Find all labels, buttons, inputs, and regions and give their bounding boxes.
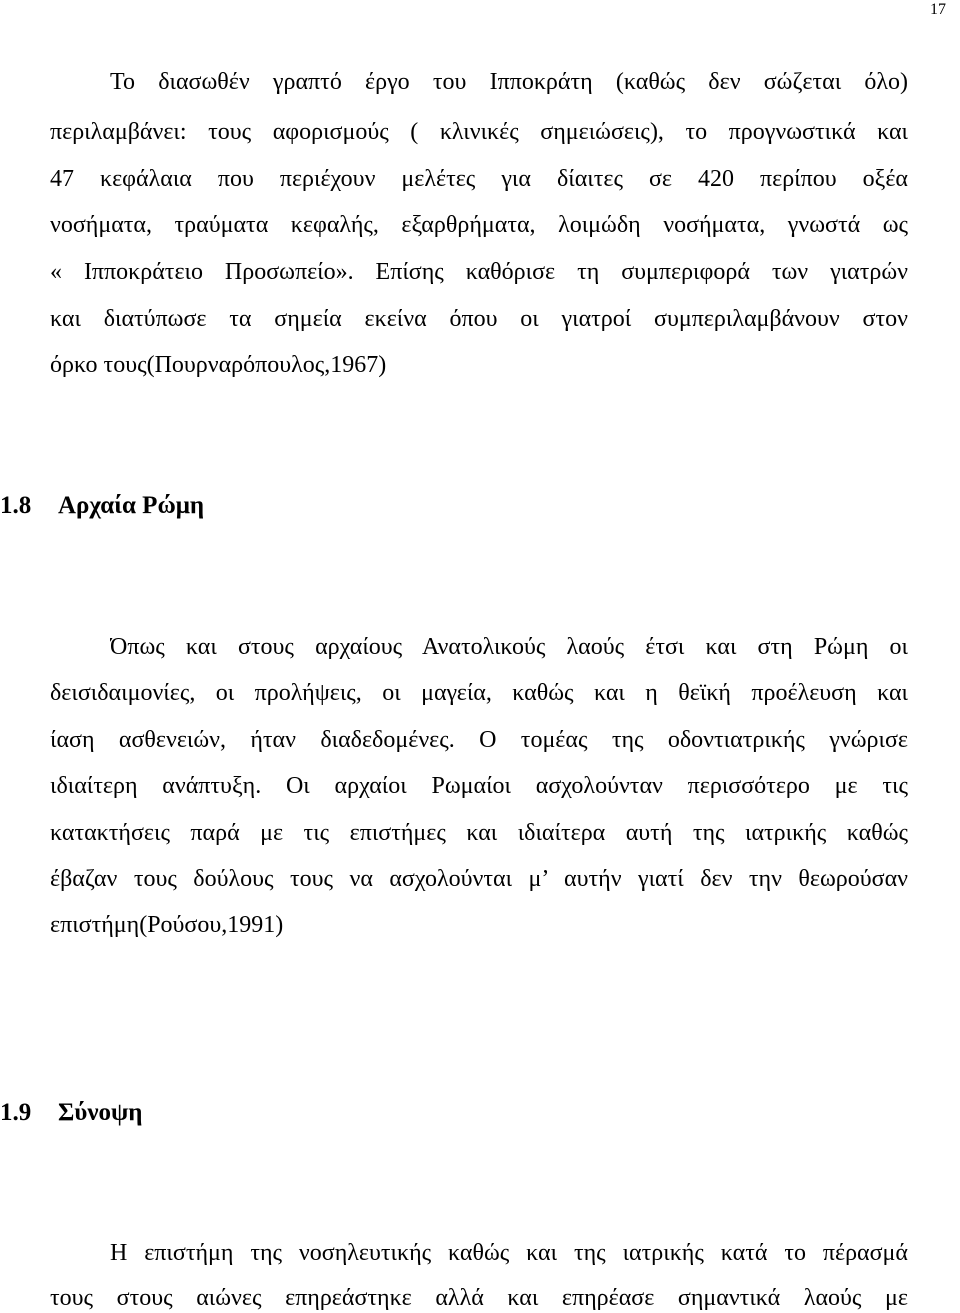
paragraph-line: κατακτήσεις παρά με τις επιστήμες και ιδιαίτερα αυτή της ιατρικής καθώς <box>50 820 908 846</box>
paragraph-line: όρκο τους(Πουρναρόπουλος,1967) <box>50 352 387 378</box>
section-title: Αρχαία Ρώμη <box>58 492 205 519</box>
section-number: 1.8 <box>0 492 32 519</box>
section-heading-ancient-rome <box>0 491 204 521</box>
paragraph-line: δεισιδαιμονίες, οι προλήψεις, οι μαγεία, καθώς και η θεϊκή προέλευση και <box>50 680 908 706</box>
paragraph-line: Η επιστήμη της νοσηλευτικής καθώς και της ιατρικής κατά το πέρασμά <box>110 1240 908 1266</box>
paragraph-line: Το διασωθέν γραπτό έργο του Ιπποκράτη (καθώς δεν σώζεται όλο) <box>110 69 908 95</box>
section-heading-summary <box>0 1098 142 1128</box>
paragraph-line: έβαζαν τους δούλους τους να ασχολούνται μ’ αυτήν γιατί δεν την θεωρούσαν <box>50 866 908 892</box>
section-title: Σύνοψη <box>58 1099 143 1126</box>
paragraph-line: νοσήματα, τραύματα κεφαλής, εξαρθρήματα, λοιμώδη νοσήματα, γνωστά ως <box>50 212 908 238</box>
paragraph-line: ίαση ασθενειών, ήταν διαδεδομένες. Ο τομέας της οδοντιατρικής γνώρισε <box>50 727 908 753</box>
paragraph-line: επιστήμη(Ρούσου,1991) <box>50 912 284 938</box>
paragraph-line: τους στους αιώνες επηρεάστηκε αλλά και επηρέασε σημαντικά λαούς με <box>50 1285 908 1311</box>
paragraph-line: 47 κεφάλαια που περιέχουν μελέτες για δίαιτες σε 420 περίπου οξέα <box>50 166 908 192</box>
paragraph-line: περιλαμβάνει: τους αφορισμούς ( κλινικές σημειώσεις), το προγνωστικά και <box>50 119 908 145</box>
paragraph-line: ιδιαίτερη ανάπτυξη. Οι αρχαίοι Ρωμαίοι ασχολούνταν περισσότερο με τις <box>50 773 908 799</box>
paragraph-line: « Ιπποκράτειο Προσωπείο». Επίσης καθόρισε τη συμπεριφορά των γιατρών <box>50 259 908 285</box>
page-number: 17 <box>930 1 946 18</box>
section-number: 1.9 <box>0 1099 32 1126</box>
paragraph-line: Όπως και στους αρχαίους Ανατολικούς λαούς έτσι και στη Ρώμη οι <box>110 634 908 660</box>
paragraph-line: και διατύπωσε τα σημεία εκείνα όπου οι γιατροί συμπεριλαμβάνουν στον <box>50 306 908 332</box>
